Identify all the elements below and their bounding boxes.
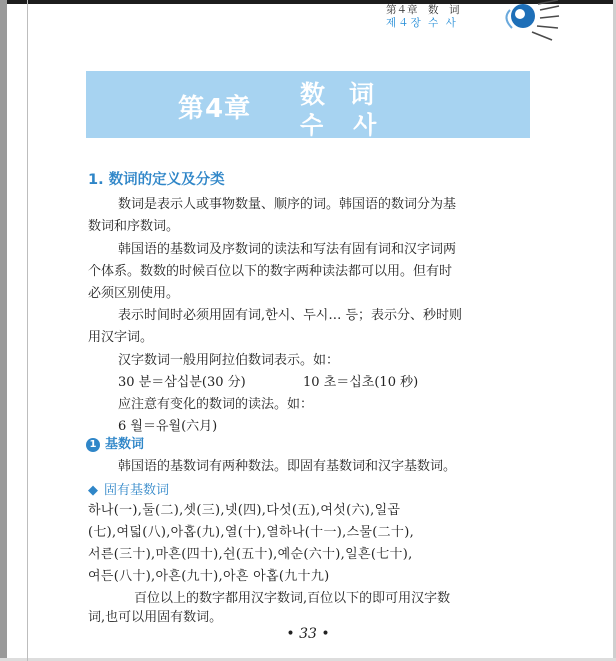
paragraph-1-line-1: 数词是表示人或事物数量、顺序的词。韩国语的数词分为基: [118, 197, 457, 212]
example-june: 6 월＝유월(六月): [118, 419, 218, 434]
circled-number-icon: 1: [86, 438, 100, 452]
native-cardinals-line-2: (七),여덟(八),아홉(九),열(十),열하나(十一),스물(二十),: [88, 525, 415, 540]
native-cardinals-heading: [88, 479, 169, 498]
example-seconds: 10 초＝십초(10 秒): [303, 375, 419, 390]
subsection-heading: [86, 433, 144, 452]
note-line-2: 词,也可以用固有数词。: [88, 610, 223, 625]
scan-border-left: [0, 0, 7, 661]
paragraph-1-line-2: 数词和序数词。: [88, 219, 180, 234]
paragraph-2-line-1: 韩国语的基数词及序数词的读法和写法有固有词和汉字词两: [118, 242, 457, 257]
example-minutes: 30 분＝삼십분(30 分): [118, 375, 246, 390]
paragraph-3-line-1: 表示时间时必须用固有词,한시、두시… 등；表示分、秒时则: [118, 308, 463, 323]
native-cardinals-line-3: 서른(三十),마흔(四十),쉰(五十),예순(六十),일흔(七十),: [88, 547, 413, 562]
native-cardinals-line-1: 하나(一),둘(二),셋(三),넷(四),다섯(五),여섯(六),일곱: [88, 503, 401, 518]
chapter-title-kr: 수사: [300, 111, 407, 139]
page-margin-rule: [27, 0, 28, 661]
chapter-banner: [86, 71, 530, 138]
paragraph-3-line-2: 用汉字词。: [88, 330, 154, 345]
chapter-number: 第4章: [178, 94, 252, 124]
page-number: • 33 •: [286, 626, 330, 642]
subsection-intro: 韩国语的基数词有两种数法。即固有基数词和汉字基数词。: [118, 459, 457, 474]
header-ornament-icon: [500, 0, 560, 42]
paragraph-5: 应注意有变化的数词的读法。如：: [118, 397, 314, 412]
native-cardinals-heading-text: 固有基数词: [104, 483, 170, 498]
note-line-1: 百位以上的数字都用汉字数词,百位以下的即可用汉字数: [134, 591, 451, 606]
subsection-heading-text: 基数词: [105, 437, 145, 452]
section-heading: 1. 数词的定义及分类: [88, 172, 225, 188]
paragraph-2-line-3: 必须区别使用。: [88, 286, 180, 301]
native-cardinals-line-4: 여든(八十),아흔(九十),아흔 아홉(九十九): [88, 569, 330, 584]
running-header-zh: 第４章 数 词: [386, 4, 460, 16]
running-header-kr: 제４장 수 사: [386, 17, 458, 29]
chapter-title-zh: 数词: [300, 80, 399, 109]
running-header: [386, 4, 516, 30]
paragraph-2-line-2: 个体系。数数的时候百位以下的数字两种读法都可以用。但有时: [88, 264, 453, 279]
paragraph-4: 汉字数词一般用阿拉伯数词表示。如：: [118, 353, 340, 368]
diamond-bullet-icon: ◆: [88, 483, 98, 498]
